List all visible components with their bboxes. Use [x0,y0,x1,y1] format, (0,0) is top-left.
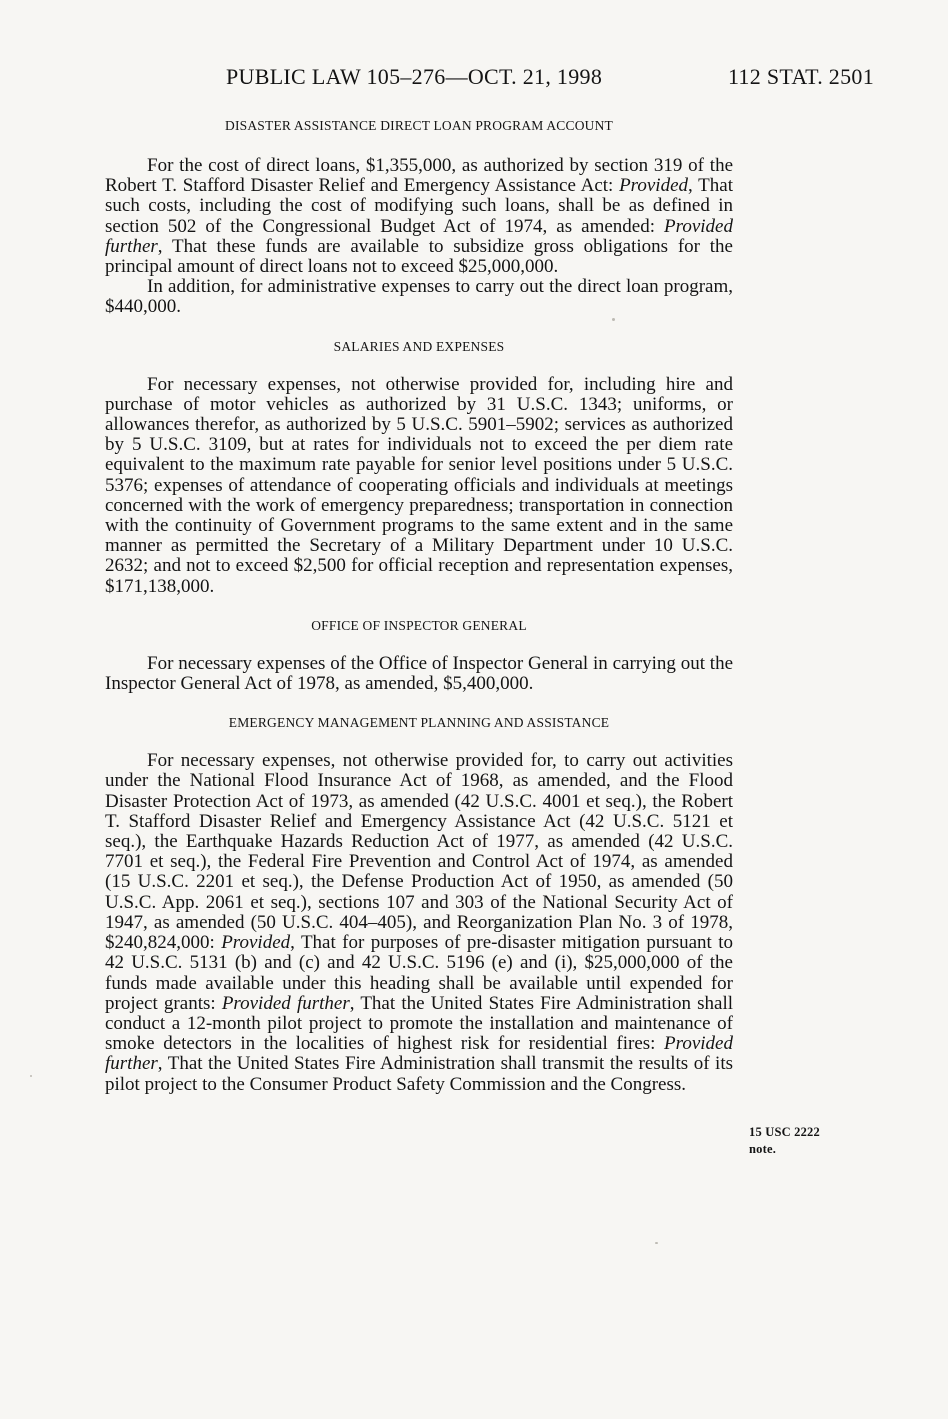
section-heading: SALARIES AND EXPENSES [333,338,505,354]
paragraph [105,751,733,1094]
scan-speck [655,1242,658,1244]
public-law-citation: PUBLIC LAW 105–276—OCT. 21, 1998 [226,64,603,89]
text-run: , That these funds are available to subsidize gross obligations for the principal amount of direct loans not to exceed $25,000,000. [105,235,733,278]
section-disaster-loan [105,118,733,318]
text-run: In addition, for administrative expenses to carry out the direct loan program, $440,000. [105,276,733,318]
margin-note-line: 15 USC 2222 [749,1125,820,1139]
text-run: , That for purposes of pre-disaster mitigation pursuant to 42 U.S.C. 5131 (b) and (c) and 42 U.S.C. 5196 (e) and (i), $25,000,000 of the funds made available under this heading shall be available until expended for project grants: [105,932,734,1014]
body-text [105,118,733,1116]
italic-proviso: Provided further [105,1033,733,1075]
scan-speck [612,318,615,321]
text-run: For necessary expenses, not otherwise provided for, including hire and purchase of motor vehicles as authorized by 31 U.S.C. 1343; uniforms, or allowances therefor, as authorized by 5 U.S.C. 5901–5902; services as authorized by 5 U.S.C. 3109, but at rates for individuals not to exceed the per diem rate equivalent to the maximum rate payable for senior level positions under 5 U.S.C. 5376; expenses of attendance of cooperating officials and individuals at meetings concerned with the work of emergency preparedness; transportation in connection with the continuity of Government programs to the same extent and in the same manner as permitted the Secretary of a Military Department under 10 U.S.C. 2632; and not to exceed $2,500 for official reception and representation expenses, $171,138,000. [105,373,733,597]
text-run: , That such costs, including the cost of modifying such loans, shall be as defined in section 502 of the Congressional Budget Act of 1974, as amended: [105,175,733,237]
section-heading: EMERGENCY MANAGEMENT PLANNING AND ASSISTANCE [228,715,610,731]
text-run: For necessary expenses of the Office of Inspector General in carrying out the Inspector General Act of 1978, as amended, $5,400,000. [105,652,733,695]
section-emergency-management [105,715,733,1094]
italic-proviso: Provided [619,175,689,197]
margin-citation-note [749,1124,820,1158]
italic-proviso: Provided [221,932,291,954]
italic-proviso: Provided further [105,215,733,257]
paragraph [105,375,733,597]
section-inspector-general [105,618,733,694]
italic-proviso: Provided further [221,992,350,1014]
section-salaries [105,339,733,597]
paragraph [105,277,733,317]
scan-speck [30,1075,32,1077]
running-head [226,64,874,94]
text-run: For the cost of direct loans, $1,355,000, as authorized by section 319 of the Robert T. Stafford Disaster Relief and Emergency Assistance Act: [105,155,733,197]
text-run: , That the United States Fire Administration shall conduct a 12-month pilot project to promote the installation and maintenance of smoke detectors in the localities of highest risk for residential fires: [105,992,734,1055]
section-heading: OFFICE OF INSPECTOR GENERAL [311,617,527,633]
section-heading: DISASTER ASSISTANCE DIRECT LOAN PROGRAM ACCOUNT [225,118,613,133]
text-run: For necessary expenses, not otherwise provided for, to carry out activities under the National Flood Insurance Act of 1968, as amended, and the Flood Disaster Protection Act of 1973, as amended (42 U.S.C. 4001 et seq.), the Robert T. Stafford Disaster Relief and Emergency Assistance Act (42 U.S.C. 5121 et seq.), the Earthquake Hazards Reduction Act of 1977, as amended (42 U.S.C. 7701 et seq.), the Federal Fire Prevention and Control Act of 1974, as amended (15 U.S.C. 2201 et seq.), the Defense Production Act of 1950, as amended (50 U.S.C. App. 2061 et seq.), sections 107 and 303 of the National Security Act of 1947, as amended (50 U.S.C. 404–405), and Reorganization Plan No. 3 of 1978, $240,824,000: [105,750,733,954]
paragraph [105,654,733,694]
statutes-page-number: 112 STAT. 2501 [727,64,874,89]
paragraph [105,156,733,277]
text-run: , That the United States Fire Administration shall transmit the results of its pilot project to the Consumer Product Safety Commission and the Congress. [105,1053,733,1095]
margin-note-line: note. [749,1142,777,1156]
